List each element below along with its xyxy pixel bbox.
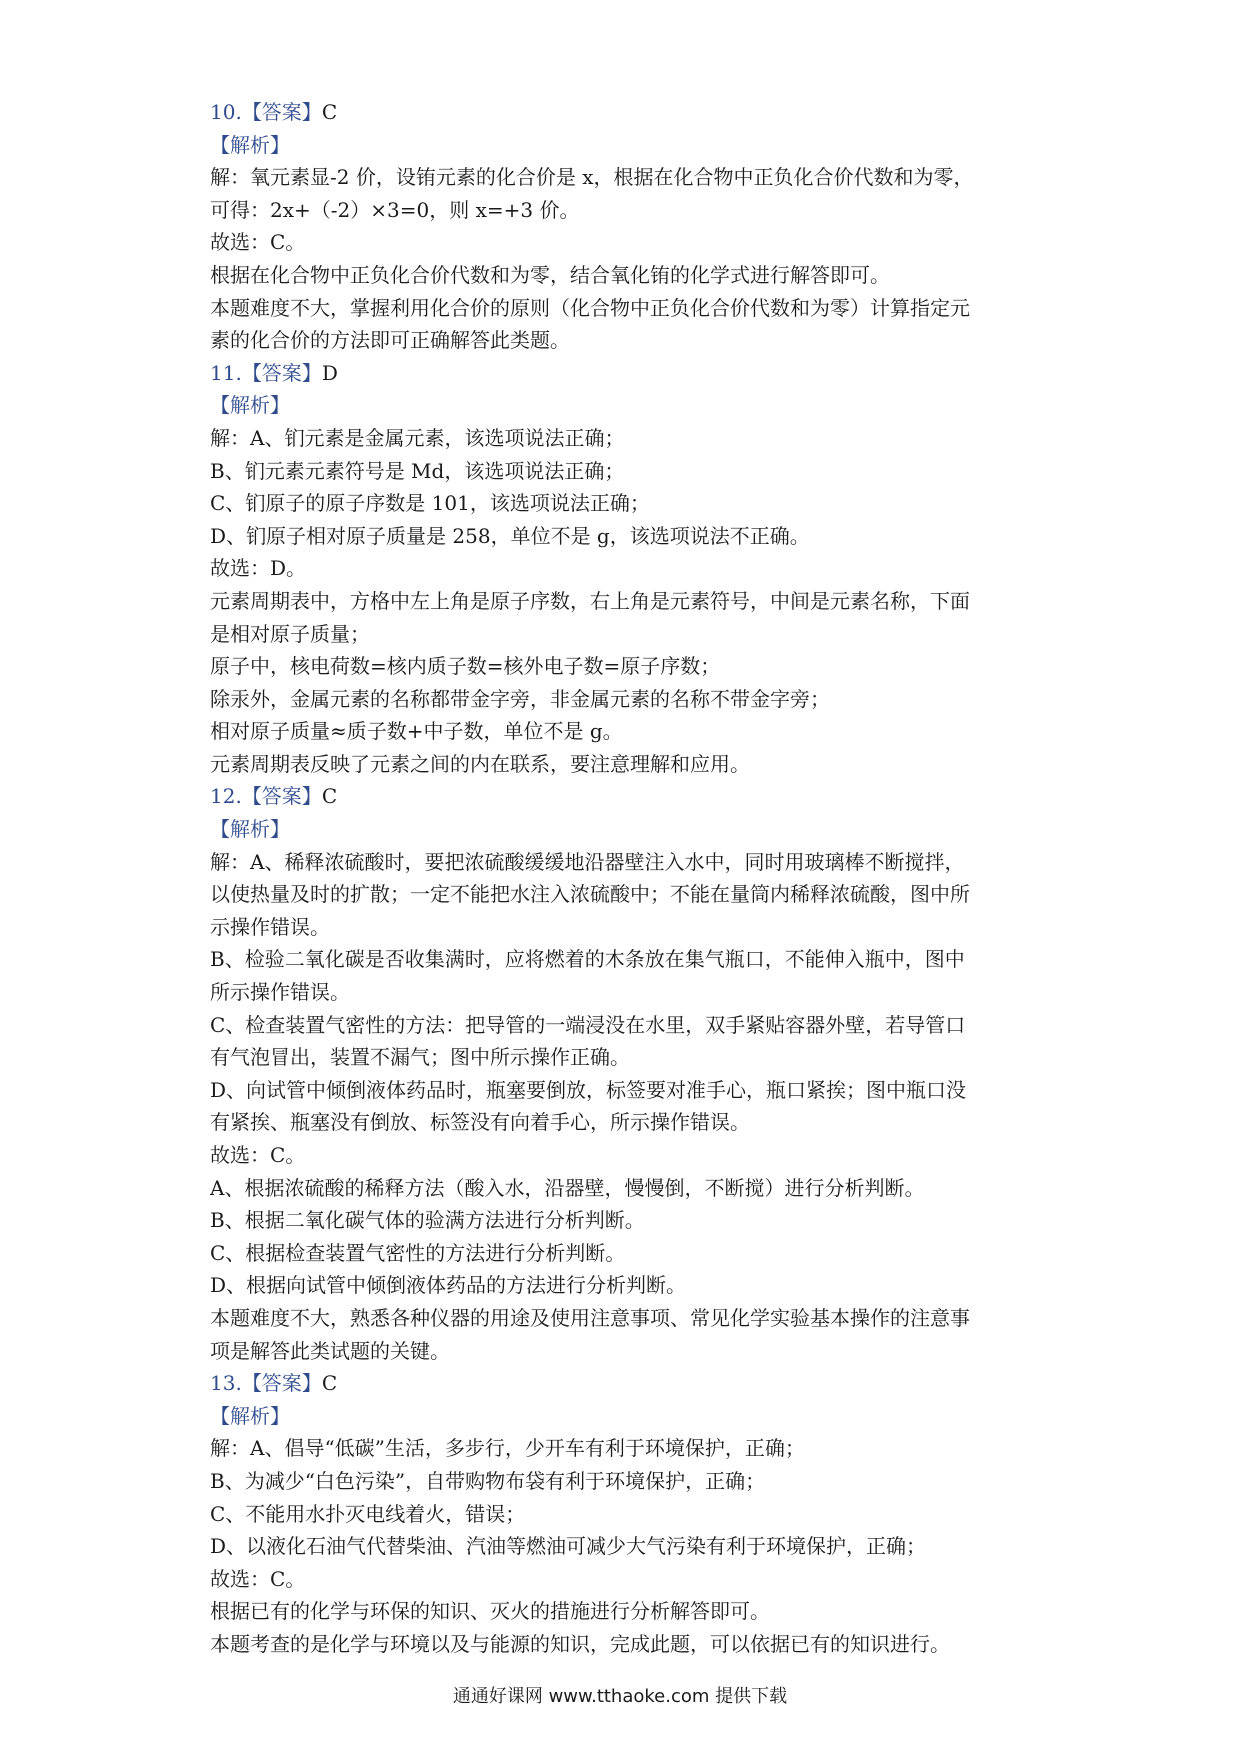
text-line: 故选：C。 <box>210 1143 306 1167</box>
answer-line-12 <box>210 780 1040 813</box>
text-line: B、钔元素元素符号是 Md，该选项说法正确； <box>210 458 625 483</box>
analysis-tag-11 <box>210 389 1040 422</box>
text-line: A、根据浓硫酸的稀释方法（酸入水，沿器壁，慢慢倒，不断搅）进行分析判断。 <box>210 1175 925 1200</box>
text-line: D、以液化石油气代替柴油、汽油等燃油可减少大气污染有利于环境保护，正确； <box>210 1534 927 1559</box>
analysis-tag: 【解析】 <box>210 817 290 842</box>
analysis-tag-10 <box>210 129 1040 162</box>
text-line: 示操作错误。 <box>210 914 330 939</box>
text-line: B、检验二氧化碳是否收集满时，应将燃着的木条放在集气瓶口，不能伸入瓶中，图中 <box>210 947 965 972</box>
question-number: 10. <box>210 100 242 124</box>
text-line: 故选：C。 <box>210 1566 306 1591</box>
answer-letter: C <box>321 1371 338 1396</box>
text-line: 有气泡冒出，装置不漏气；图中所示操作正确。 <box>210 1045 630 1070</box>
text-line: B、根据二氧化碳气体的验满方法进行分析判断。 <box>210 1208 645 1233</box>
text-line: C、不能用水扑灭电线着火，错误； <box>210 1501 526 1526</box>
text-line: B、为减少“白色污染”，自带购物布袋有利于环境保护，正确； <box>210 1468 766 1493</box>
text-line: 解：氧元素显-2 价，设铕元素的化合价是 x，根据在化合物中正负化合价代数和为零， <box>210 165 974 190</box>
text-line: D、钔原子相对原子质量是 258，单位不是 g，该选项说法不正确。 <box>210 523 810 548</box>
text-line: 元素周期表反映了元素之间的内在联系，要注意理解和应用。 <box>210 751 750 776</box>
answer-line-11 <box>210 357 1040 390</box>
answer-letter: C <box>321 784 338 809</box>
text-line: 可得：2x+（-2）×3=0，则 x=+3 价。 <box>210 197 580 222</box>
text-line: 所示操作错误。 <box>210 980 350 1005</box>
answer-letter: D <box>321 360 338 385</box>
text-line: 根据已有的化学与环保的知识、灭火的措施进行分析解答即可。 <box>210 1599 770 1624</box>
text-line: 有紧挨、瓶塞没有倒放、标签没有向着手心，所示操作错误。 <box>210 1110 750 1135</box>
answer-tag: 【答案】 <box>241 1371 322 1396</box>
text-line: 本题考查的是化学与环境以及与能源的知识，完成此题，可以依据已有的知识进行。 <box>210 1631 950 1656</box>
text-line: 是相对原子质量； <box>210 621 370 646</box>
page-footer: 通通好课网 www.tthaoke.com 提供下载 <box>452 1686 788 1707</box>
text-line: 根据在化合物中正负化合价代数和为零，结合氧化铕的化学式进行解答即可。 <box>210 262 890 287</box>
text-line: 素的化合价的方法即可正确解答此类题。 <box>210 328 570 353</box>
analysis-tag-12 <box>210 813 1040 846</box>
answer-line-13 <box>210 1367 1040 1400</box>
analysis-tag: 【解析】 <box>210 132 290 157</box>
text-line: 元素周期表中，方格中左上角是原子序数，右上角是元素符号，中间是元素名称，下面 <box>210 588 970 613</box>
question-number: 12. <box>210 784 242 809</box>
answer-tag: 【答案】 <box>241 100 322 124</box>
question-number: 11. <box>210 360 242 385</box>
answer-tag: 【答案】 <box>241 784 322 809</box>
text-line: 以使热量及时的扩散；一定不能把水注入浓硫酸中；不能在量筒内稀释浓硫酸，图中所 <box>210 882 970 907</box>
text-line: 本题难度不大，熟悉各种仪器的用途及使用注意事项、常见化学实验基本操作的注意事 <box>210 1305 970 1330</box>
answer-tag: 【答案】 <box>241 360 322 385</box>
text-line: C、检查装置气密性的方法：把导管的一端浸没在水里，双手紧贴容器外壁，若导管口 <box>210 1012 966 1037</box>
text-line: D、根据向试管中倾倒液体药品的方法进行分析判断。 <box>210 1273 687 1298</box>
text-line: 故选：D。 <box>210 556 307 581</box>
text-line: 除汞外，金属元素的名称都带金字旁，非金属元素的名称不带金字旁； <box>210 686 830 711</box>
answer-letter: C <box>321 100 338 124</box>
analysis-tag: 【解析】 <box>210 1403 290 1428</box>
analysis-tag-13 <box>210 1400 1040 1433</box>
text-line: 解：A、钔元素是金属元素，该选项说法正确； <box>210 425 625 450</box>
text-line: C、根据检查装置气密性的方法进行分析判断。 <box>210 1240 626 1265</box>
document-body <box>210 96 1040 1661</box>
text-line: 解：A、倡导“低碳”生活，多步行，少开车有利于环境保护，正确； <box>210 1436 805 1461</box>
analysis-tag: 【解析】 <box>210 393 290 418</box>
text-line: D、向试管中倾倒液体药品时，瓶塞要倒放，标签要对准手心，瓶口紧挨；图中瓶口没 <box>210 1077 967 1102</box>
text-line: 相对原子质量≈质子数+中子数，单位不是 g。 <box>210 719 623 744</box>
text-line: 本题难度不大，掌握利用化合价的原则（化合物中正负化合价代数和为零）计算指定元 <box>210 295 970 320</box>
question-number: 13. <box>210 1371 242 1396</box>
text-line: 故选：C。 <box>210 230 306 255</box>
text-line: 解：A、稀释浓硫酸时，要把浓硫酸缓缓地沿器壁注入水中，同时用玻璃棒不断搅拌， <box>210 849 965 874</box>
text-line: C、钔原子的原子序数是 101，该选项说法正确； <box>210 491 650 516</box>
answer-line-10 <box>210 96 1040 129</box>
text-line: 原子中，核电荷数=核内质子数=核外电子数=原子序数； <box>210 654 721 679</box>
text-line: 项是解答此类试题的关键。 <box>210 1338 450 1363</box>
